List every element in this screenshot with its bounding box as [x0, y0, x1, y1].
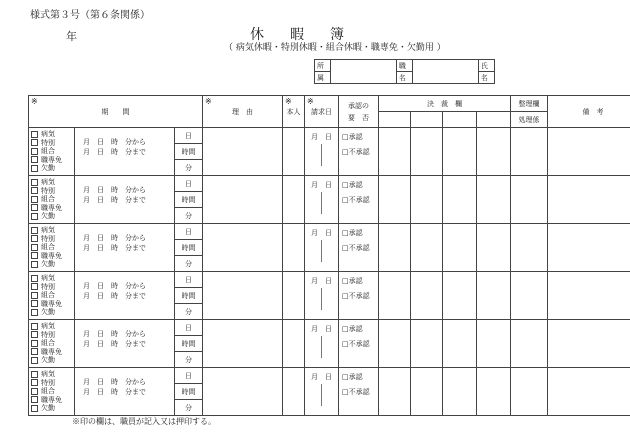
disapprove-option[interactable]: □不承認	[342, 340, 370, 348]
checkbox[interactable]	[31, 323, 38, 330]
checkbox[interactable]	[31, 379, 38, 386]
self-header	[283, 96, 305, 128]
mark-reason: ※	[205, 97, 212, 106]
reason-field[interactable]	[203, 128, 283, 176]
table-row	[29, 320, 630, 336]
leave-kind-label: 職専免	[41, 251, 62, 260]
leave-kind-option[interactable]	[31, 339, 74, 348]
leave-kind-option[interactable]	[31, 260, 74, 269]
period-field[interactable]	[75, 224, 175, 272]
form-number: 様式第３号（第６条関係）	[30, 10, 150, 21]
checkbox[interactable]	[31, 244, 38, 251]
footer-note: ※印の欄は、職員が記入又は押印する。	[72, 417, 216, 426]
period-field[interactable]	[75, 320, 175, 368]
duration-unit-cell[interactable]	[175, 160, 203, 176]
leave-kind-label: 欠勤	[41, 404, 55, 413]
decision-seal-field[interactable]	[443, 320, 477, 368]
self-seal-field[interactable]	[283, 320, 305, 368]
duration-unit-label: 分	[185, 211, 193, 220]
duration-unit-label: 分	[185, 259, 193, 268]
decision-seal-field[interactable]	[477, 320, 511, 368]
approve-option[interactable]: □承認	[342, 277, 363, 285]
decision-cell-4	[477, 112, 511, 128]
request-date-label: 月 日	[311, 277, 333, 285]
leave-kind-option[interactable]	[31, 291, 74, 300]
leave-kind-list	[29, 272, 75, 320]
leave-kind-label: 欠勤	[41, 164, 55, 173]
checkbox[interactable]	[31, 187, 38, 194]
checkbox[interactable]	[31, 309, 38, 316]
leave-kind-option[interactable]	[31, 243, 74, 252]
leave-kind-option[interactable]	[31, 387, 74, 396]
duration-unit-cell[interactable]	[175, 320, 203, 336]
mark-request-date: ※	[307, 97, 314, 106]
handler-field[interactable]	[511, 320, 548, 368]
leave-kind-label: 病気	[41, 178, 55, 186]
leave-kind-option[interactable]	[31, 187, 74, 196]
page-title: 休暇簿	[250, 27, 370, 43]
leave-kind-label: 特別	[41, 138, 55, 147]
decision-seal-field[interactable]	[379, 128, 411, 176]
self-seal-field[interactable]	[283, 176, 305, 224]
duration-unit-label: 時間	[181, 243, 196, 252]
leave-kind-label: 特別	[41, 378, 55, 387]
checkbox[interactable]	[31, 148, 38, 155]
leave-kind-list	[29, 128, 75, 176]
period-from: 月 日 時 分から	[83, 330, 146, 338]
page-subtitle: （ 病気休暇・特別休暇・組合休暇・職専免・欠勤用 ）	[224, 43, 446, 53]
duration-unit-label: 時間	[181, 339, 196, 348]
disapprove-option[interactable]: □不承認	[342, 196, 370, 204]
leave-kind-label: 組合	[41, 291, 55, 300]
period-header-label: 期 間	[101, 107, 130, 116]
leave-kind-option[interactable]	[31, 331, 74, 340]
year-label: 年	[66, 30, 77, 43]
period-from: 月 日 時 分から	[83, 138, 146, 146]
leave-kind-label: 組合	[41, 195, 55, 204]
approval-header	[339, 96, 379, 128]
decision-seal-field[interactable]	[477, 272, 511, 320]
checkbox[interactable]	[31, 156, 38, 163]
self-seal-field[interactable]	[283, 224, 305, 272]
decision-cell-3	[443, 112, 477, 128]
decision-cell-1	[379, 112, 411, 128]
decision-seal-field[interactable]	[477, 224, 511, 272]
period-to: 月 日 時 分まで	[83, 340, 146, 348]
remarks-field[interactable]	[548, 128, 630, 176]
request-date-field[interactable]	[305, 368, 339, 416]
decision-seal-field[interactable]	[411, 320, 443, 368]
decision-seal-field[interactable]	[477, 368, 511, 416]
duration-unit-label: 日	[185, 179, 193, 188]
period-to: 月 日 時 分まで	[83, 244, 146, 252]
table-row	[29, 272, 630, 288]
duration-unit-cell[interactable]	[175, 400, 203, 416]
duration-unit-cell[interactable]	[175, 176, 203, 192]
checkbox[interactable]	[31, 165, 38, 172]
leave-kind-option[interactable]	[31, 283, 74, 292]
leave-kind-label: 職専免	[41, 395, 62, 404]
duration-unit-cell[interactable]	[175, 304, 203, 320]
request-date-field[interactable]	[305, 224, 339, 272]
reason-field[interactable]	[203, 320, 283, 368]
duration-unit-cell[interactable]	[175, 128, 203, 144]
remarks-field[interactable]	[548, 224, 630, 272]
request-date-label: 月 日	[311, 181, 333, 189]
self-seal-field[interactable]	[283, 368, 305, 416]
leave-kind-label: 職専免	[41, 203, 62, 212]
decision-seal-field[interactable]	[379, 176, 411, 224]
checkbox[interactable]	[31, 300, 38, 307]
self-seal-field[interactable]	[283, 272, 305, 320]
dept-label-2: 属	[315, 72, 331, 84]
leave-kind-label: 組合	[41, 147, 55, 156]
checkbox[interactable]	[31, 331, 38, 338]
leave-kind-label: 職専免	[41, 299, 62, 308]
leave-kind-option[interactable]	[31, 322, 74, 331]
reason-field[interactable]	[203, 368, 283, 416]
leave-kind-label: 病気	[41, 274, 55, 282]
registry-header: 整理欄	[511, 96, 548, 112]
period-field[interactable]	[75, 272, 175, 320]
table-row	[29, 128, 630, 144]
checkbox[interactable]	[31, 357, 38, 364]
reason-field[interactable]	[203, 224, 283, 272]
leave-kind-option[interactable]	[31, 195, 74, 204]
decision-seal-field[interactable]	[411, 176, 443, 224]
period-to: 月 日 時 分まで	[83, 388, 146, 396]
period-to: 月 日 時 分まで	[83, 196, 146, 204]
approve-option[interactable]: □承認	[342, 229, 363, 237]
request-date-field[interactable]	[305, 176, 339, 224]
approval-header-line1: 承認の	[348, 101, 370, 110]
request-date-label: 月 日	[311, 325, 333, 333]
period-field[interactable]	[75, 368, 175, 416]
period-field[interactable]	[75, 128, 175, 176]
checkbox[interactable]	[31, 340, 38, 347]
duration-unit-cell[interactable]	[175, 384, 203, 400]
approve-option[interactable]: □承認	[342, 325, 363, 333]
checkbox[interactable]	[31, 139, 38, 146]
checkbox[interactable]	[31, 371, 38, 378]
checkbox[interactable]	[31, 396, 38, 403]
mark-period: ※	[31, 97, 38, 106]
leave-kind-list	[29, 368, 75, 416]
period-field[interactable]	[75, 176, 175, 224]
duration-unit-cell[interactable]	[175, 336, 203, 352]
dept-field[interactable]	[331, 60, 397, 84]
request-date-field[interactable]	[305, 128, 339, 176]
checkbox[interactable]	[31, 131, 38, 138]
checkbox[interactable]	[31, 292, 38, 299]
decision-seal-field[interactable]	[411, 224, 443, 272]
checkbox[interactable]	[31, 179, 38, 186]
remarks-header: 備 考	[548, 96, 630, 128]
name-label-1: 氏	[478, 60, 494, 72]
duration-unit-cell[interactable]	[175, 144, 203, 160]
disapprove-option[interactable]: □不承認	[342, 388, 370, 396]
duration-unit-cell[interactable]	[175, 240, 203, 256]
request-date-label: 月 日	[311, 229, 333, 237]
duration-unit-label: 日	[185, 323, 193, 332]
decision-seal-field[interactable]	[443, 368, 477, 416]
decision-cell-2	[411, 112, 443, 128]
position-field[interactable]	[413, 60, 479, 84]
leave-kind-option[interactable]	[31, 178, 74, 187]
duration-unit-label: 時間	[181, 387, 196, 396]
self-seal-field[interactable]	[283, 128, 305, 176]
leave-kind-label: 欠勤	[41, 356, 55, 365]
checkbox[interactable]	[31, 283, 38, 290]
duration-unit-label: 時間	[181, 291, 196, 300]
approve-option[interactable]: □承認	[342, 133, 363, 141]
checkbox[interactable]	[31, 235, 38, 242]
duration-unit-label: 時間	[181, 147, 196, 156]
checkbox[interactable]	[31, 275, 38, 282]
leave-kind-option[interactable]	[31, 147, 74, 156]
name-label-2: 名	[478, 72, 494, 84]
period-to: 月 日 時 分まで	[83, 292, 146, 300]
approval-header-line2: 要 否	[348, 113, 370, 122]
request-date-header	[305, 96, 339, 128]
checkbox[interactable]	[31, 213, 38, 220]
duration-unit-label: 時間	[181, 195, 196, 204]
leave-kind-list	[29, 320, 75, 368]
duration-unit-label: 日	[185, 275, 193, 284]
leave-kind-label: 病気	[41, 322, 55, 330]
remarks-field[interactable]	[548, 272, 630, 320]
leave-kind-label: 特別	[41, 234, 55, 243]
period-from: 月 日 時 分から	[83, 234, 146, 242]
period-from: 月 日 時 分から	[83, 378, 146, 386]
duration-unit-label: 日	[185, 131, 193, 140]
decision-seal-field[interactable]	[411, 368, 443, 416]
decision-seal-field[interactable]	[443, 272, 477, 320]
remarks-field[interactable]	[548, 320, 630, 368]
position-label-2: 名	[396, 72, 412, 84]
leave-kind-label: 職専免	[41, 347, 62, 356]
reason-field[interactable]	[203, 176, 283, 224]
leave-kind-option[interactable]	[31, 235, 74, 244]
disapprove-option[interactable]: □不承認	[342, 148, 370, 156]
checkbox[interactable]	[31, 227, 38, 234]
decision-seal-field[interactable]	[379, 224, 411, 272]
decision-header: 決 裁 欄	[379, 96, 511, 112]
checkbox[interactable]	[31, 252, 38, 259]
decision-seal-field[interactable]	[443, 224, 477, 272]
duration-unit-cell[interactable]	[175, 272, 203, 288]
approval-field	[339, 368, 379, 416]
decision-seal-field[interactable]	[379, 320, 411, 368]
leave-kind-list	[29, 224, 75, 272]
decision-seal-field[interactable]	[477, 128, 511, 176]
request-date-label: 月 日	[311, 133, 333, 141]
table-row	[29, 368, 630, 384]
decision-seal-field[interactable]	[379, 272, 411, 320]
leave-kind-option[interactable]	[31, 274, 74, 283]
approval-field	[339, 320, 379, 368]
affiliation-table	[314, 59, 495, 84]
duration-unit-cell[interactable]	[175, 368, 203, 384]
leave-kind-option[interactable]	[31, 164, 74, 173]
duration-unit-cell[interactable]	[175, 288, 203, 304]
mark-self: ※	[285, 97, 292, 106]
leave-kind-label: 病気	[41, 130, 55, 138]
decision-seal-field[interactable]	[477, 176, 511, 224]
disapprove-option[interactable]: □不承認	[342, 244, 370, 252]
duration-unit-cell[interactable]	[175, 208, 203, 224]
dept-label-1: 所	[315, 60, 331, 72]
period-to: 月 日 時 分まで	[83, 148, 146, 156]
decision-seal-field[interactable]	[379, 368, 411, 416]
duration-unit-label: 分	[185, 163, 193, 172]
leave-kind-label: 欠勤	[41, 308, 55, 317]
duration-unit-label: 分	[185, 403, 193, 412]
request-date-header-label: 請求日	[311, 107, 333, 116]
leave-kind-list	[29, 176, 75, 224]
self-header-label: 本人	[286, 107, 301, 116]
checkbox[interactable]	[31, 204, 38, 211]
checkbox[interactable]	[31, 405, 38, 412]
duration-unit-cell[interactable]	[175, 192, 203, 208]
leave-kind-option[interactable]	[31, 356, 74, 365]
checkbox[interactable]	[31, 196, 38, 203]
period-from: 月 日 時 分から	[83, 282, 146, 290]
position-label-1: 職	[396, 60, 412, 72]
disapprove-option[interactable]: □不承認	[342, 292, 370, 300]
decision-seal-field[interactable]	[411, 128, 443, 176]
decision-seal-field[interactable]	[443, 128, 477, 176]
leave-kind-label: 組合	[41, 243, 55, 252]
leave-kind-label: 組合	[41, 339, 55, 348]
checkbox[interactable]	[31, 388, 38, 395]
duration-unit-cell[interactable]	[175, 224, 203, 240]
table-row	[29, 224, 630, 240]
period-from: 月 日 時 分から	[83, 186, 146, 194]
leave-kind-option[interactable]	[31, 308, 74, 317]
leave-kind-option[interactable]	[31, 139, 74, 148]
table-row	[29, 176, 630, 192]
approval-field	[339, 224, 379, 272]
leave-kind-option[interactable]	[31, 130, 74, 139]
leave-kind-label: 欠勤	[41, 212, 55, 221]
remarks-field[interactable]	[548, 176, 630, 224]
approval-field	[339, 272, 379, 320]
approval-field	[339, 176, 379, 224]
approve-option[interactable]: □承認	[342, 181, 363, 189]
duration-unit-cell[interactable]	[175, 256, 203, 272]
leave-kind-label: 職専免	[41, 155, 62, 164]
remarks-field[interactable]	[548, 368, 630, 416]
decision-seal-field[interactable]	[443, 176, 477, 224]
reason-header	[203, 96, 283, 128]
handler-field[interactable]	[511, 128, 548, 176]
request-date-field[interactable]	[305, 320, 339, 368]
leave-kind-label: 病気	[41, 226, 55, 234]
handler-field[interactable]	[511, 224, 548, 272]
leave-kind-label: 欠勤	[41, 260, 55, 269]
request-date-field[interactable]	[305, 272, 339, 320]
period-header	[29, 96, 203, 128]
handler-field[interactable]	[511, 368, 548, 416]
leave-kind-option[interactable]	[31, 379, 74, 388]
leave-kind-option[interactable]	[31, 212, 74, 221]
duration-unit-label: 分	[185, 355, 193, 364]
reason-header-label: 理 由	[232, 107, 254, 116]
leave-kind-label: 特別	[41, 282, 55, 291]
handler-field[interactable]	[511, 176, 548, 224]
duration-unit-label: 分	[185, 307, 193, 316]
request-date-label: 月 日	[311, 373, 333, 381]
duration-unit-label: 日	[185, 227, 193, 236]
leave-kind-label: 特別	[41, 186, 55, 195]
approve-option[interactable]: □承認	[342, 373, 363, 381]
approval-field	[339, 128, 379, 176]
decision-seal-field[interactable]	[411, 272, 443, 320]
duration-unit-label: 日	[185, 371, 193, 380]
leave-kind-label: 特別	[41, 330, 55, 339]
handler-header: 処理係	[511, 112, 548, 128]
checkbox[interactable]	[31, 261, 38, 268]
handler-field[interactable]	[511, 272, 548, 320]
leave-table	[28, 95, 630, 416]
leave-kind-option[interactable]	[31, 226, 74, 235]
leave-kind-option[interactable]	[31, 404, 74, 413]
leave-kind-option[interactable]	[31, 370, 74, 379]
reason-field[interactable]	[203, 272, 283, 320]
leave-kind-label: 組合	[41, 387, 55, 396]
leave-kind-label: 病気	[41, 370, 55, 378]
duration-unit-cell[interactable]	[175, 352, 203, 368]
checkbox[interactable]	[31, 348, 38, 355]
